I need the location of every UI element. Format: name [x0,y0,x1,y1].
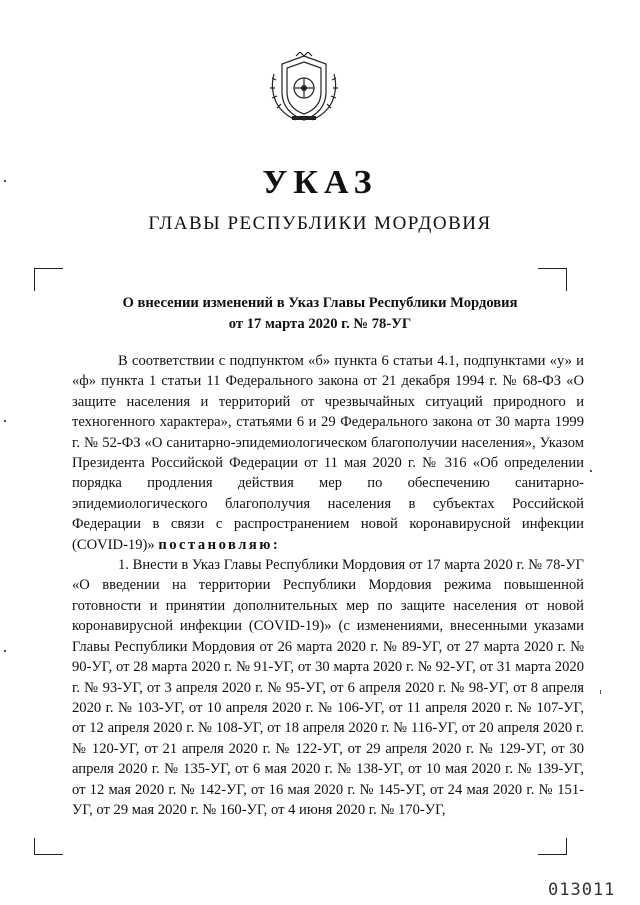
decree-word: постановляю: [158,536,281,553]
decree-body [72,351,584,820]
decree-heading-line-1: О внесении изменений в Указ Главы Республики Мордовия [122,295,518,311]
document-subtitle: ГЛАВЫ РЕСПУБЛИКИ МОРДОВИЯ [148,213,492,234]
coat-of-arms-icon [266,52,342,124]
document-title: УКАЗ [262,164,378,201]
scan-speck [4,420,6,422]
corner-mark-bottom-left [34,838,63,855]
paragraph-preamble [72,351,584,555]
scan-speck [4,180,6,182]
corner-mark-top-right [538,268,567,291]
scan-speck [600,690,601,694]
decree-heading [60,293,580,335]
paragraph-item-1: 1. Внести в Указ Главы Республики Мордовия от 17 марта 2020 г. № 78-УГ «О введении на территории Республики Мордовия режима повышенной готовности и принятии дополнительных мер по защите населения от новой коронавирусной инфекции (COVID-19)» (с изменениями, внесенными указами Главы Республики Мордовия от 26 марта 2020 г. № 89-УГ, от 27 марта 2020 г. № 90-УГ, от 28 марта 2020 г. № 91-УГ, от 30 марта 2020 г. № 92-УГ, от 31 марта 2020 г. № 93-УГ, от 3 апреля 2020 г. № 95-УГ, от 6 апреля 2020 г. № 98-УГ, от 8 апреля 2020 г. № 103-УГ, от 10 апреля 2020 г. № 106-УГ, от 11 апреля 2020 г. № 107-УГ, от 12 апреля 2020 г. № 108-УГ, от 18 апреля 2020 г. № 116-УГ, от 20 апреля 2020 г. № 120-УГ, от 21 апреля 2020 г. № 122-УГ, от 29 апреля 2020 г. № 129-УГ, от 30 апреля 2020 г. № 135-УГ, от 6 мая 2020 г. № 138-УГ, от 10 мая 2020 г. № 139-УГ, от 12 мая 2020 г. № 142-УГ, от 16 мая 2020 г. № 145-УГ, от 24 мая 2020 г. № 151-УГ, от 29 мая 2020 г. № 160-УГ, от 4 июня 2020 г. № 170-УГ, [72,557,584,818]
scan-speck [4,650,6,652]
page-serial-number: 013011 [548,880,616,900]
decree-heading-line-2: от 17 марта 2020 г. № 78-УГ [228,316,412,332]
preamble-text: В соответствии с подпунктом «б» пункта 6 статьи 4.1, подпунктами «у» и «ф» пункта 1 статьи 11 Федерального закона от 21 декабря 1994 г. № 68-ФЗ «О защите населения и территорий от чрезвычайных ситуаций природного и техногенного характера», статьями 6 и 29 Федерального закона от 30 марта 1999 г. № 52-ФЗ «О санитарно-эпидемиологическом благополучии населения», Указом Президента Российской Федерации от 11 мая 2020 г. № 316 «Об определении порядка продления действия мер по обеспечению санитарно-эпидемиологического благополучия населения в субъектах Российской Федерации в связи с распространением новой коронавирусной инфекции (COVID-19)» [72,353,584,553]
scan-speck [590,470,592,472]
corner-mark-bottom-right [538,838,567,855]
corner-mark-top-left [34,268,63,291]
